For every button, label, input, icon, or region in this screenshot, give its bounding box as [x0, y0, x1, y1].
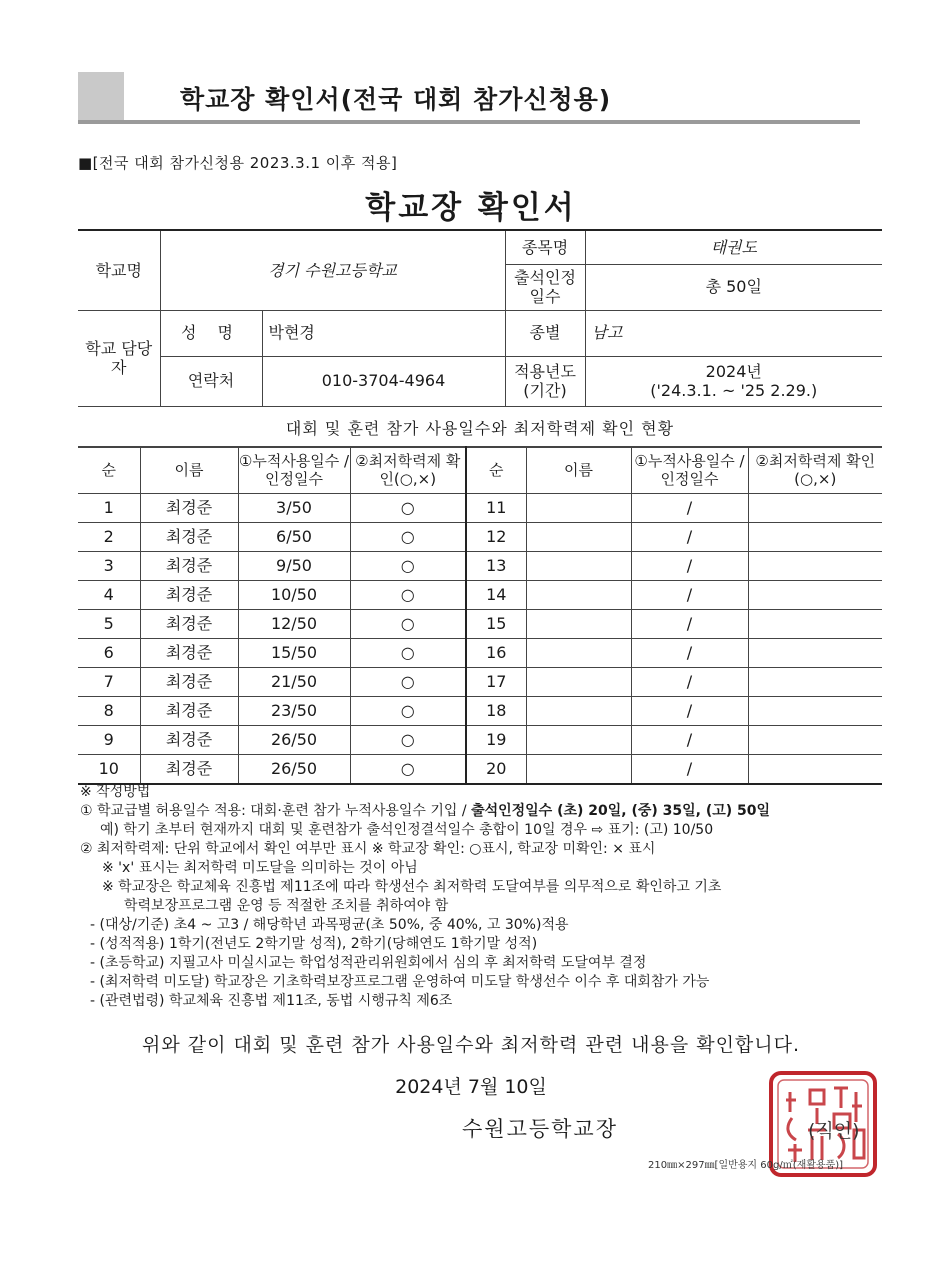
table-row: [78, 610, 882, 639]
cell-days: /: [631, 755, 748, 785]
header-days: ①누적사용일수 /인정일수: [238, 447, 350, 494]
cell-no: 12: [466, 523, 526, 552]
cell-no: 15: [466, 610, 526, 639]
table-row: [78, 639, 882, 668]
cell-name: 최경준: [140, 610, 238, 639]
cell-no: 14: [466, 581, 526, 610]
cell-name: [526, 697, 631, 726]
cell-no: 1: [78, 494, 140, 523]
header-name: 이름: [526, 447, 631, 494]
cell-days: /: [631, 668, 748, 697]
cell-no: 18: [466, 697, 526, 726]
name-value: 박현경: [262, 310, 505, 356]
cell-check: ○: [350, 552, 466, 581]
header-name: 이름: [140, 447, 238, 494]
cell-check: ○: [350, 755, 466, 785]
cell-days: 6/50: [238, 523, 350, 552]
cell-no: 16: [466, 639, 526, 668]
detail-3: - (초등학교) 지필고사 미실시교는 학업성적관리위원회에서 심의 후 최저학력 도달여부 결정: [90, 955, 647, 971]
cell-check: ○: [350, 697, 466, 726]
cell-days: 12/50: [238, 610, 350, 639]
cell-name: [526, 668, 631, 697]
cell-name: 최경준: [140, 523, 238, 552]
cell-days: /: [631, 697, 748, 726]
attend-label: 출석인정 일수: [505, 264, 585, 310]
cell-days: 26/50: [238, 726, 350, 755]
cell-name: [526, 552, 631, 581]
note-1-text: ① 학교급별 허용일수 적용: 대회·훈련 참가 누적사용일수 기입 /: [80, 803, 472, 819]
cell-check: ○: [350, 639, 466, 668]
cell-days: 9/50: [238, 552, 350, 581]
cell-check: ○: [350, 668, 466, 697]
cell-name: [526, 523, 631, 552]
instructions: [80, 783, 890, 1011]
cell-no: 11: [466, 494, 526, 523]
contact-value: 010-3704-4964: [262, 356, 505, 406]
cell-no: 9: [78, 726, 140, 755]
header-check: ②최저학력제 확인(○,×): [748, 447, 882, 494]
year-cell: [585, 356, 882, 406]
cell-check: [748, 523, 882, 552]
cell-days: 21/50: [238, 668, 350, 697]
paper-size: 210㎜×297㎜[일반용지 60g/㎡(재활용품)]: [648, 1160, 844, 1171]
cell-name: 최경준: [140, 755, 238, 785]
cell-check: [748, 581, 882, 610]
header-rule: [78, 120, 860, 124]
cell-no: 2: [78, 523, 140, 552]
contact-label: 연락처: [160, 356, 262, 406]
document-title: 학교장 확인서: [365, 190, 577, 226]
cell-days: 23/50: [238, 697, 350, 726]
principal-title: 수원고등학교장: [462, 1117, 619, 1141]
attend-value: 총 50일: [585, 264, 882, 310]
cell-days: /: [631, 726, 748, 755]
cell-no: 6: [78, 639, 140, 668]
cell-check: ○: [350, 610, 466, 639]
table-row: [78, 755, 882, 785]
detail-2: - (성적적용) 1학기(전년도 2학기말 성적), 2학기(당해연도 1학기말 성적): [90, 936, 538, 952]
cell-name: 최경준: [140, 639, 238, 668]
table-row: [78, 668, 882, 697]
cell-no: 10: [78, 755, 140, 785]
table-row: [78, 494, 882, 523]
sport-value: 태권도: [585, 230, 882, 264]
cell-name: [526, 726, 631, 755]
table-header-row: [78, 447, 882, 494]
manager-label: 학교 담당자: [78, 310, 160, 406]
header-no: 순: [466, 447, 526, 494]
sport-label: 종목명: [505, 230, 585, 264]
cell-name: 최경준: [140, 581, 238, 610]
note-2: ② 최저학력제: 단위 학교에서 확인 여부만 표시 ※ 학교장 확인: ○표시, 학교장 미확인: × 표시: [80, 841, 656, 857]
table-row: [78, 552, 882, 581]
cell-days: /: [631, 552, 748, 581]
cell-days: /: [631, 610, 748, 639]
note-1: [80, 802, 890, 821]
cell-name: 최경준: [140, 494, 238, 523]
table-row: [78, 523, 882, 552]
cell-no: 19: [466, 726, 526, 755]
cell-days: /: [631, 523, 748, 552]
detail-5: - (관련법령) 학교체육 진흥법 제11조, 동법 시행규칙 제6조: [90, 993, 453, 1009]
cell-days: 26/50: [238, 755, 350, 785]
cell-name: 최경준: [140, 668, 238, 697]
cell-check: [748, 668, 882, 697]
cell-no: 17: [466, 668, 526, 697]
section-heading: 대회 및 훈련 참가 사용일수와 최저학력제 확인 현황: [78, 406, 882, 448]
cell-check: ○: [350, 494, 466, 523]
cell-no: 7: [78, 668, 140, 697]
info-table: [78, 229, 882, 407]
school-label: 학교명: [78, 230, 160, 310]
cell-no: 5: [78, 610, 140, 639]
cell-no: 20: [466, 755, 526, 785]
year-value: 2024년: [705, 361, 762, 381]
cell-name: [526, 639, 631, 668]
name-label: 성 명: [160, 310, 262, 356]
cell-name: [526, 494, 631, 523]
cell-no: 13: [466, 552, 526, 581]
cell-no: 8: [78, 697, 140, 726]
notes-heading: ※ 작성방법: [80, 784, 151, 800]
cell-name: [526, 581, 631, 610]
cell-check: [748, 552, 882, 581]
usage-table: [78, 446, 882, 785]
cell-check: [748, 697, 882, 726]
detail-4: - (최저학력 미도달) 학교장은 기초학력보장프로그램 운영하여 미도달 학생선수 이수 후 대회참가 가능: [90, 974, 710, 990]
cell-days: /: [631, 639, 748, 668]
seal-mark: (직인): [808, 1120, 860, 1142]
note-2-sub-2-cont: 학력보장프로그램 운영 등 적절한 조치를 취하여야 함: [124, 898, 449, 914]
header-check: ②최저학력제 확인(○,×): [350, 447, 466, 494]
table-row: [78, 697, 882, 726]
cell-no: 3: [78, 552, 140, 581]
note-1-example: 예) 학기 초부터 현재까지 대회 및 훈련참가 출석인정결석일수 총합이 10일 경우 ⇨ 표기: (고) 10/50: [100, 822, 714, 838]
cell-check: ○: [350, 581, 466, 610]
table-row: [78, 726, 882, 755]
category-value: 남고: [585, 310, 882, 356]
cell-check: [748, 639, 882, 668]
cell-name: 최경준: [140, 552, 238, 581]
issue-date: 2024년 7월 10일: [395, 1076, 547, 1098]
table-row: [78, 581, 882, 610]
cell-name: 최경준: [140, 697, 238, 726]
cell-name: [526, 610, 631, 639]
cell-name: 최경준: [140, 726, 238, 755]
school-value: 경기 수원고등학교: [160, 230, 505, 310]
cell-no: 4: [78, 581, 140, 610]
header-no: 순: [78, 447, 140, 494]
cell-check: [748, 610, 882, 639]
cell-check: ○: [350, 523, 466, 552]
scope-note: ■[전국 대회 참가신청용 2023.3.1 이후 적용]: [78, 154, 398, 172]
cell-check: ○: [350, 726, 466, 755]
confirm-statement: 위와 같이 대회 및 훈련 참가 사용일수와 최저학력 관련 내용을 확인합니다.: [141, 1034, 801, 1056]
header-days: ①누적사용일수 /인정일수: [631, 447, 748, 494]
cell-check: [748, 494, 882, 523]
note-2-sub-1: ※ 'x' 표시는 최저학력 미도달을 의미하는 것이 아님: [102, 860, 418, 876]
cell-days: 15/50: [238, 639, 350, 668]
cell-check: [748, 755, 882, 785]
year-period: ('24.3.1. ~ '25 2.29.): [650, 381, 818, 400]
note-1-bold: 출석인정일수 (초) 20일, (중) 35일, (고) 50일: [471, 803, 771, 819]
detail-1: - (대상/기준) 초4 ~ 고3 / 해당학년 과목평균(초 50%, 중 40%, 고 30%)적용: [90, 917, 569, 933]
category-label: 종별: [505, 310, 585, 356]
cell-days: /: [631, 581, 748, 610]
cell-days: 10/50: [238, 581, 350, 610]
header-gray-block: [78, 72, 124, 120]
cell-name: [526, 755, 631, 785]
note-2-sub-2: ※ 학교장은 학교체육 진흥법 제11조에 따라 학생선수 최저학력 도달여부를 의무적으로 확인하고 기초: [102, 879, 722, 895]
cell-days: 3/50: [238, 494, 350, 523]
header-title: 학교장 확인서(전국 대회 참가신청용): [180, 85, 612, 114]
year-label: 적용년도 (기간): [505, 356, 585, 406]
cell-days: /: [631, 494, 748, 523]
cell-check: [748, 726, 882, 755]
